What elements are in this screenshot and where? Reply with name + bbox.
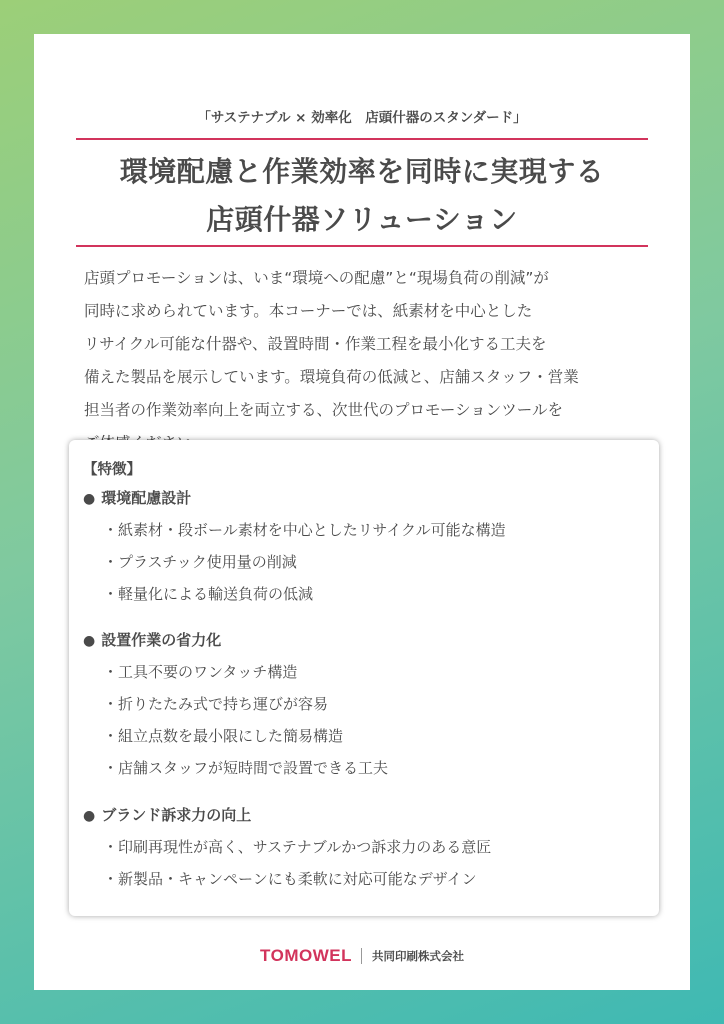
feature-item: ・工具不要のワンタッチ構造 — [103, 663, 298, 681]
feature-section-title — [83, 799, 643, 831]
feature-item: ・店舗スタッフが短時間で設置できる工夫 — [103, 759, 389, 777]
feature-section-title-text: ブランド訴求力の向上 — [101, 806, 252, 824]
intro-line: 店頭プロモーションは、いま“環境への配慮”と“現場負荷の削減”が — [84, 269, 549, 287]
tomowel-logo: TOMOWEL — [260, 946, 352, 965]
company-name: 共同印刷株式会社 — [371, 949, 464, 963]
intro-line: 備えた製品を展示しています。環境負荷の低減と、店舗スタッフ・営業 — [84, 368, 579, 386]
intro-line: 担当者の作業効率向上を両立する、次世代のプロモーションツールを — [84, 401, 563, 419]
feature-section-labor-saving — [83, 624, 643, 784]
feature-section-title-text: 環境配慮設計 — [101, 489, 192, 507]
bullet-dot-icon: ● — [83, 808, 96, 824]
logo-divider — [361, 948, 362, 964]
poster-sheet — [34, 34, 690, 990]
feature-item: ・プラスチック使用量の削減 — [103, 553, 297, 571]
feature-section-environment — [83, 482, 643, 610]
title-rule-top — [76, 138, 648, 140]
feature-item: ・折りたたみ式で持ち運びが容易 — [103, 695, 329, 713]
footer — [34, 946, 690, 966]
feature-item: ・印刷再現性が高く、サステナブルかつ訴求力のある意匠 — [103, 838, 492, 856]
intro-line: リサイクル可能な什器や、設置時間・作業工程を最小化する工夫を — [84, 335, 547, 353]
intro-paragraph — [84, 262, 644, 460]
bullet-dot-icon: ● — [83, 633, 96, 649]
feature-section-brand-appeal — [83, 799, 643, 895]
feature-section-title-text: 設置作業の省力化 — [101, 631, 222, 649]
intro-line: 同時に求められています。本コーナーでは、紙素材を中心とした — [84, 302, 533, 320]
feature-section-title — [83, 624, 643, 656]
feature-section-title — [83, 482, 643, 514]
main-title — [34, 148, 690, 244]
feature-item: ・新製品・キャンペーンにも柔軟に対応可能なデザイン — [103, 870, 477, 888]
feature-item: ・紙素材・段ボール素材を中心としたリサイクル可能な構造 — [103, 521, 506, 539]
main-title-line-2: 店頭什器ソリューション — [206, 203, 518, 236]
main-title-line-1: 環境配慮と作業効率を同時に実現する — [119, 155, 605, 188]
features-box — [69, 440, 659, 916]
bullet-dot-icon: ● — [83, 491, 96, 507]
feature-item: ・組立点数を最小限にした簡易構造 — [103, 727, 344, 745]
subtitle: 「サステナブル × 効率化 店頭什器のスタンダード」 — [197, 110, 527, 126]
feature-item: ・軽量化による輸送負荷の低減 — [103, 585, 314, 603]
features-heading: 【特徴】 — [83, 462, 141, 478]
title-rule-bottom — [76, 245, 648, 247]
